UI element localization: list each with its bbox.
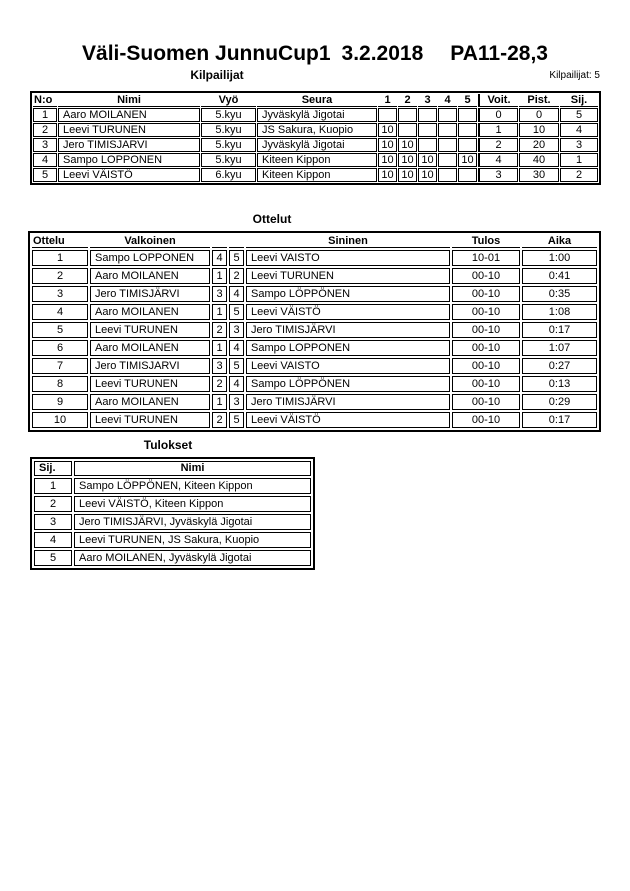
match-time: 0:35 — [522, 286, 597, 302]
match-row — [32, 304, 597, 320]
competitor-points: 30 — [519, 168, 559, 182]
score-round-4 — [438, 108, 457, 122]
blue-competitor-number: 5 — [229, 250, 244, 266]
blue-competitor-number: 2 — [229, 268, 244, 284]
score-round-3 — [418, 108, 437, 122]
match-number: 7 — [32, 358, 88, 374]
competitor-number: 1 — [33, 108, 57, 122]
match-result: 00-10 — [452, 268, 520, 284]
competitor-number: 4 — [33, 153, 57, 167]
competitor-row — [33, 168, 598, 182]
blue-competitor-number: 3 — [229, 394, 244, 410]
score-round-5 — [458, 168, 477, 182]
match-row — [32, 322, 597, 338]
competitor-belt: 5.kyu — [201, 108, 256, 122]
white-competitor-number: 4 — [212, 250, 227, 266]
competitor-place: 4 — [560, 123, 598, 137]
competitor-points: 40 — [519, 153, 559, 167]
matches-table — [28, 231, 601, 432]
white-competitor-name: Aaro MOILANEN — [90, 394, 210, 410]
score-round-4 — [438, 168, 457, 182]
score-round-5 — [458, 138, 477, 152]
white-competitor-number: 3 — [212, 358, 227, 374]
col-header-match: Ottelu — [32, 235, 88, 248]
competitors-table — [30, 91, 601, 185]
competitor-place: 3 — [560, 138, 598, 152]
score-round-2: 10 — [398, 153, 417, 167]
result-row — [34, 514, 311, 530]
white-competitor-number: 1 — [212, 394, 227, 410]
blue-competitor-number: 4 — [229, 340, 244, 356]
match-result: 00-10 — [452, 340, 520, 356]
col-header-white: Valkoinen — [90, 235, 210, 248]
competitor-club: Kiteen Kippon — [257, 168, 377, 182]
col-header-wins: Voit. — [478, 94, 518, 107]
score-round-1: 10 — [378, 123, 397, 137]
blue-competitor-number: 5 — [229, 304, 244, 320]
blue-competitor-name: Leevi VÄISTÖ — [246, 412, 450, 428]
result-place: 4 — [34, 532, 72, 548]
competitor-points: 20 — [519, 138, 559, 152]
result-name: Leevi TURUNEN, JS Sakura, Kuopio — [74, 532, 311, 548]
score-round-2 — [398, 123, 417, 137]
col-header-result-place: Sij. — [34, 461, 72, 476]
white-competitor-name: Jero TIMISJÄRVI — [90, 286, 210, 302]
score-round-4 — [438, 123, 457, 137]
result-row — [34, 550, 311, 566]
col-header-blue-number — [229, 235, 244, 248]
event-date: 3.2.2018 — [341, 42, 424, 65]
match-result: 00-10 — [452, 358, 520, 374]
result-row — [34, 496, 311, 512]
white-competitor-number: 3 — [212, 286, 227, 302]
result-place: 3 — [34, 514, 72, 530]
col-header-club: Seura — [257, 94, 377, 107]
event-name: Väli-Suomen JunnuCup1 — [82, 42, 331, 65]
match-row — [32, 412, 597, 428]
competitor-name: Jero TIMISJARVI — [58, 138, 200, 152]
col-header-blue: Sininen — [246, 235, 450, 248]
score-round-3: 10 — [418, 168, 437, 182]
competitor-name: Leevi TURUNEN — [58, 123, 200, 137]
competitor-wins: 1 — [478, 123, 518, 137]
competitors-heading: Kilpailijat — [190, 68, 244, 82]
result-name: Jero TIMISJÄRVI, Jyväskylä Jigotai — [74, 514, 311, 530]
col-header-result-name: Nimi — [74, 461, 311, 476]
competitor-club: Kiteen Kippon — [257, 153, 377, 167]
col-header-white-number — [212, 235, 227, 248]
match-time: 1:00 — [522, 250, 597, 266]
col-header-number: N:o — [33, 94, 57, 107]
match-result: 00-10 — [452, 376, 520, 392]
blue-competitor-name: Sampo LOPPONEN — [246, 340, 450, 356]
competitor-name: Leevi VÄISTÖ — [58, 168, 200, 182]
col-header-round-4: 4 — [438, 94, 457, 107]
result-place: 2 — [34, 496, 72, 512]
blue-competitor-number: 5 — [229, 412, 244, 428]
matches-table-body — [32, 250, 597, 428]
col-header-name: Nimi — [58, 94, 200, 107]
results-table-body — [34, 478, 311, 566]
match-number: 2 — [32, 268, 88, 284]
match-result: 00-10 — [452, 394, 520, 410]
score-round-2: 10 — [398, 168, 417, 182]
match-number: 10 — [32, 412, 88, 428]
competitors-header-row — [33, 94, 598, 107]
competitor-place: 1 — [560, 153, 598, 167]
competitor-wins: 0 — [478, 108, 518, 122]
result-row — [34, 532, 311, 548]
competitor-points: 0 — [519, 108, 559, 122]
page-title — [0, 42, 630, 66]
competitor-name: Aaro MOILANEN — [58, 108, 200, 122]
competitor-club: JS Sakura, Kuopio — [257, 123, 377, 137]
col-header-result: Tulos — [452, 235, 520, 248]
white-competitor-number: 1 — [212, 340, 227, 356]
competitor-wins: 4 — [478, 153, 518, 167]
white-competitor-number: 2 — [212, 322, 227, 338]
competitor-belt: 5.kyu — [201, 138, 256, 152]
match-row — [32, 286, 597, 302]
match-result: 00-10 — [452, 412, 520, 428]
score-round-5: 10 — [458, 153, 477, 167]
score-round-3 — [418, 138, 437, 152]
results-header-row — [34, 461, 311, 476]
white-competitor-name: Leevi TURUNEN — [90, 376, 210, 392]
match-time: 1:07 — [522, 340, 597, 356]
match-number: 5 — [32, 322, 88, 338]
blue-competitor-name: Jero TIMISJÄRVI — [246, 322, 450, 338]
match-time: 0:27 — [522, 358, 597, 374]
match-row — [32, 268, 597, 284]
competitor-row — [33, 123, 598, 137]
col-header-place: Sij. — [560, 94, 598, 107]
score-round-3 — [418, 123, 437, 137]
competitor-name: Sampo LOPPONEN — [58, 153, 200, 167]
score-round-4 — [438, 153, 457, 167]
competitor-row — [33, 108, 598, 122]
col-header-time: Aika — [522, 235, 597, 248]
result-row — [34, 478, 311, 494]
score-round-5 — [458, 123, 477, 137]
match-number: 4 — [32, 304, 88, 320]
score-round-1: 10 — [378, 168, 397, 182]
blue-competitor-number: 3 — [229, 322, 244, 338]
competitor-number: 5 — [33, 168, 57, 182]
white-competitor-name: Leevi TURUNEN — [90, 322, 210, 338]
matches-header-row — [32, 235, 597, 248]
weight-category: PA11-28,3 — [450, 42, 548, 65]
score-round-4 — [438, 138, 457, 152]
col-header-round-5: 5 — [458, 94, 477, 107]
blue-competitor-name: Sampo LÖPPÖNEN — [246, 286, 450, 302]
match-result: 00-10 — [452, 322, 520, 338]
white-competitor-number: 2 — [212, 412, 227, 428]
competitor-club: Jyväskylä Jigotai — [257, 138, 377, 152]
white-competitor-name: Aaro MOILANEN — [90, 340, 210, 356]
blue-competitor-name: Leevi VÄISTÖ — [246, 304, 450, 320]
match-row — [32, 358, 597, 374]
result-place: 5 — [34, 550, 72, 566]
white-competitor-name: Aaro MOILANEN — [90, 268, 210, 284]
score-round-2 — [398, 108, 417, 122]
match-result: 00-10 — [452, 286, 520, 302]
results-table — [30, 457, 315, 570]
col-header-round-2: 2 — [398, 94, 417, 107]
white-competitor-name: Aaro MOILANEN — [90, 304, 210, 320]
competitor-place: 2 — [560, 168, 598, 182]
competitor-number: 2 — [33, 123, 57, 137]
score-round-1 — [378, 108, 397, 122]
competitor-row — [33, 153, 598, 167]
match-number: 9 — [32, 394, 88, 410]
blue-competitor-name: Leevi TURUNEN — [246, 268, 450, 284]
competitor-belt: 6.kyu — [201, 168, 256, 182]
white-competitor-number: 1 — [212, 304, 227, 320]
score-round-1: 10 — [378, 153, 397, 167]
competitor-belt: 5.kyu — [201, 153, 256, 167]
score-round-1: 10 — [378, 138, 397, 152]
blue-competitor-name: Jero TIMISJÄRVI — [246, 394, 450, 410]
competitor-club: Jyväskylä Jigotai — [257, 108, 377, 122]
white-competitor-number: 2 — [212, 376, 227, 392]
match-row — [32, 394, 597, 410]
match-time: 0:41 — [522, 268, 597, 284]
match-time: 0:17 — [522, 322, 597, 338]
white-competitor-name: Jero TIMISJARVI — [90, 358, 210, 374]
competitor-wins: 3 — [478, 168, 518, 182]
competitor-row — [33, 138, 598, 152]
match-row — [32, 340, 597, 356]
match-number: 3 — [32, 286, 88, 302]
matches-heading: Ottelut — [252, 212, 292, 226]
match-time: 0:17 — [522, 412, 597, 428]
result-name: Aaro MOILANEN, Jyväskylä Jigotai — [74, 550, 311, 566]
match-result: 10-01 — [452, 250, 520, 266]
blue-competitor-name: Leevi VAISTO — [246, 250, 450, 266]
white-competitor-name: Leevi TURUNEN — [90, 412, 210, 428]
competitor-place: 5 — [560, 108, 598, 122]
match-time: 0:29 — [522, 394, 597, 410]
score-round-2: 10 — [398, 138, 417, 152]
blue-competitor-number: 4 — [229, 286, 244, 302]
col-header-round-3: 3 — [418, 94, 437, 107]
competitors-table-body — [33, 108, 598, 182]
blue-competitor-name: Leevi VAISTO — [246, 358, 450, 374]
competitor-wins: 2 — [478, 138, 518, 152]
result-place: 1 — [34, 478, 72, 494]
match-number: 1 — [32, 250, 88, 266]
result-name: Leevi VÄISTÖ, Kiteen Kippon — [74, 496, 311, 512]
match-time: 0:13 — [522, 376, 597, 392]
competitor-belt: 5.kyu — [201, 123, 256, 137]
match-result: 00-10 — [452, 304, 520, 320]
white-competitor-name: Sampo LOPPONEN — [90, 250, 210, 266]
result-name: Sampo LÖPPÖNEN, Kiteen Kippon — [74, 478, 311, 494]
competitor-points: 10 — [519, 123, 559, 137]
blue-competitor-name: Sampo LÖPPÖNEN — [246, 376, 450, 392]
competitors-count: Kilpailijat: 5 — [549, 70, 600, 81]
col-header-points: Pist. — [519, 94, 559, 107]
score-round-3: 10 — [418, 153, 437, 167]
results-heading: Tulokset — [143, 438, 193, 452]
match-number: 6 — [32, 340, 88, 356]
match-row — [32, 376, 597, 392]
blue-competitor-number: 5 — [229, 358, 244, 374]
match-row — [32, 250, 597, 266]
score-round-5 — [458, 108, 477, 122]
competitor-number: 3 — [33, 138, 57, 152]
white-competitor-number: 1 — [212, 268, 227, 284]
match-time: 1:08 — [522, 304, 597, 320]
match-number: 8 — [32, 376, 88, 392]
col-header-belt: Vyö — [201, 94, 256, 107]
blue-competitor-number: 4 — [229, 376, 244, 392]
col-header-round-1: 1 — [378, 94, 397, 107]
